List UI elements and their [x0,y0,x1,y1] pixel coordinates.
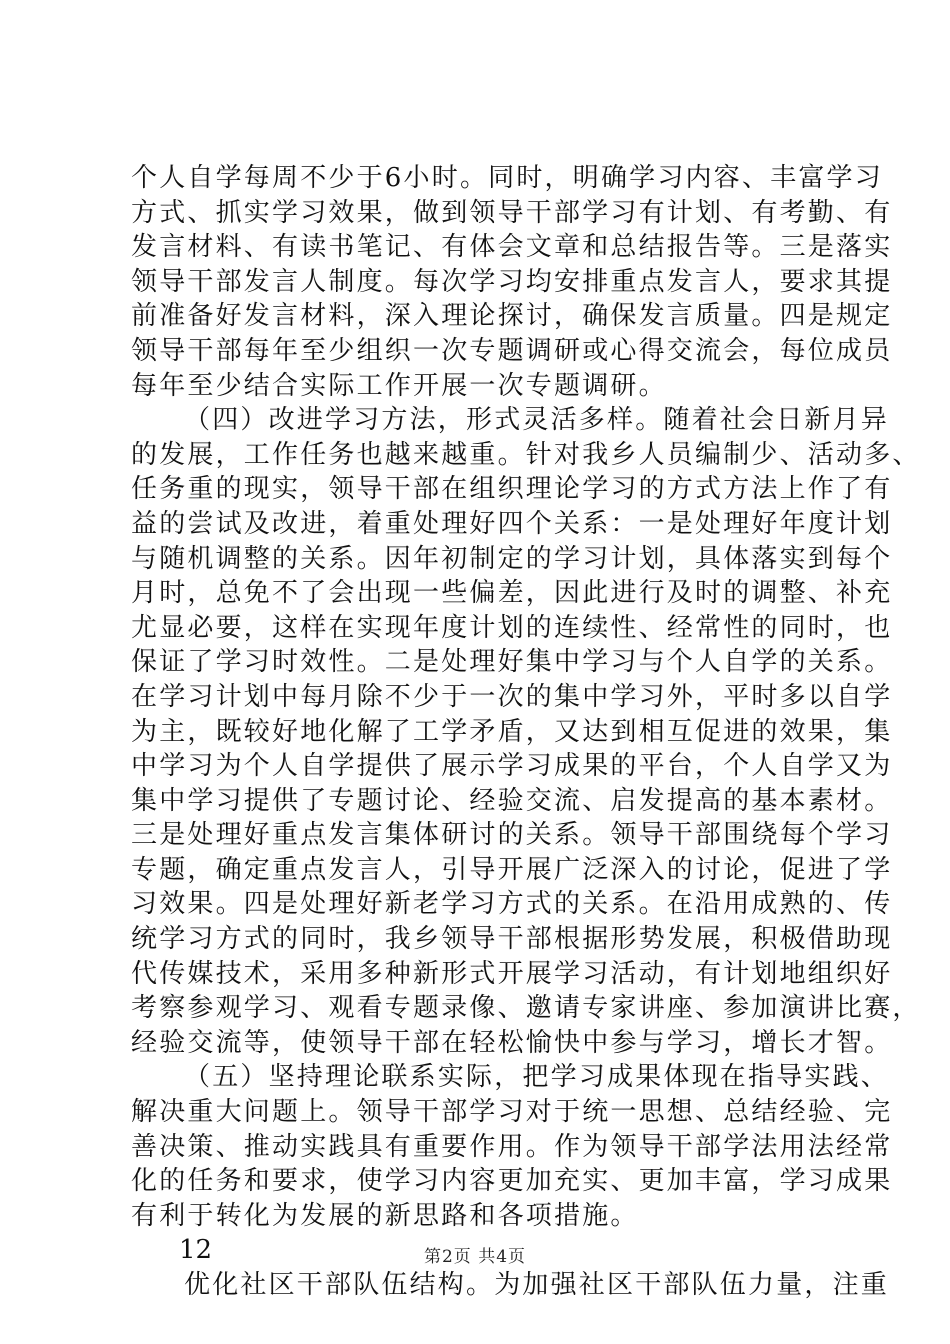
text-line: 方式、抓实学习效果，做到领导干部学习有计划、有考勤、有 [131,197,893,228]
text-line: 前准备好发言材料，深入理论探讨，确保发言质量。四是规定 [131,301,893,332]
text-line: 专题，确定重点发言人，引导开展广泛深入的讨论，促进了学 [131,854,893,885]
body-text [131,161,921,1303]
text-line: 与随机调整的关系。因年初制定的学习计划，具体落实到每个 [131,543,893,574]
text-line: 每年至少结合实际工作开展一次专题调研。 [131,370,667,401]
text-line: 考察参观学习、观看专题录像、邀请专家讲座、参加演讲比赛， [131,993,921,1024]
text-line: 中学习为个人自学提供了展示学习成果的平台，个人自学又为 [131,751,893,782]
paragraph-start-line: （五）坚持理论联系实际，把学习成果体现在指导实践、 [184,1062,890,1093]
text-line: 习效果。四是处理好新老学习方式的关系。在沿用成熟的、传 [131,889,893,920]
text-line: 领导干部每年至少组织一次专题调研或心得交流会，每位成员 [131,335,893,366]
paragraph-start-line: （四）改进学习方法，形式灵活多样。随着社会日新月异 [184,405,890,436]
text-line: 为主，既较好地化解了工学矛盾，又达到相互促进的效果，集 [131,716,893,747]
text-line: 领导干部发言人制度。每次学习均安排重点发言人，要求其提 [131,266,893,297]
text-line: 解决重大问题上。领导干部学习对于统一思想、总结经验、完 [131,1097,893,1128]
text-line: 善决策、推动实践具有重要作用。作为领导干部学法用法经常 [131,1131,893,1162]
text-line: 月时，总免不了会出现一些偏差，因此进行及时的调整、补充 [131,578,893,609]
text-line: 在学习计划中每月除不少于一次的集中学习外，平时多以自学 [131,681,893,712]
text-line: 个人自学每周不少于6小时。同时，明确学习内容、丰富学习 [131,163,883,193]
text-line: 益的尝试及改进，着重处理好四个关系：一是处理好年度计划 [131,508,893,539]
section-number: 12 [179,1235,213,1266]
text-line: 任务重的现实，领导干部在组织理论学习的方式方法上作了有 [131,474,893,505]
text-line: 发言材料、有读书笔记、有体会文章和总结报告等。三是落实 [131,232,893,263]
text-line: 尤显必要，这样在实现年度计划的连续性、经常性的同时，也 [131,612,893,643]
text-line: 统学习方式的同时，我乡领导干部根据形势发展，积极借助现 [131,924,893,955]
text-line: 三是处理好重点发言集体研讨的关系。领导干部围绕每个学习 [131,820,893,851]
text-line: 的发展，工作任务也越来越重。针对我乡人员编制少、活动多、 [131,439,921,470]
text-line: 化的任务和要求，使学习内容更加充实、更加丰富，学习成果 [131,1166,893,1197]
text-line: 集中学习提供了专题讨论、经验交流、启发提高的基本素材。 [131,785,893,816]
text-line: 有利于转化为发展的新思路和各项措施。 [131,1200,639,1231]
paragraph-start-line: 优化社区干部队伍结构。为加强社区干部队伍力量，注重 [184,1270,890,1300]
text-line: 保证了学习时效性。二是处理好集中学习与个人自学的关系。 [131,647,893,678]
page-footer: 第2页 共4页 [423,1247,527,1267]
text-line: 代传媒技术，采用多种新形式开展学习活动，有计划地组织好 [131,958,893,989]
text-line: 经验交流等，使领导干部在轻松愉快中参与学习，增长才智。 [131,1027,893,1058]
